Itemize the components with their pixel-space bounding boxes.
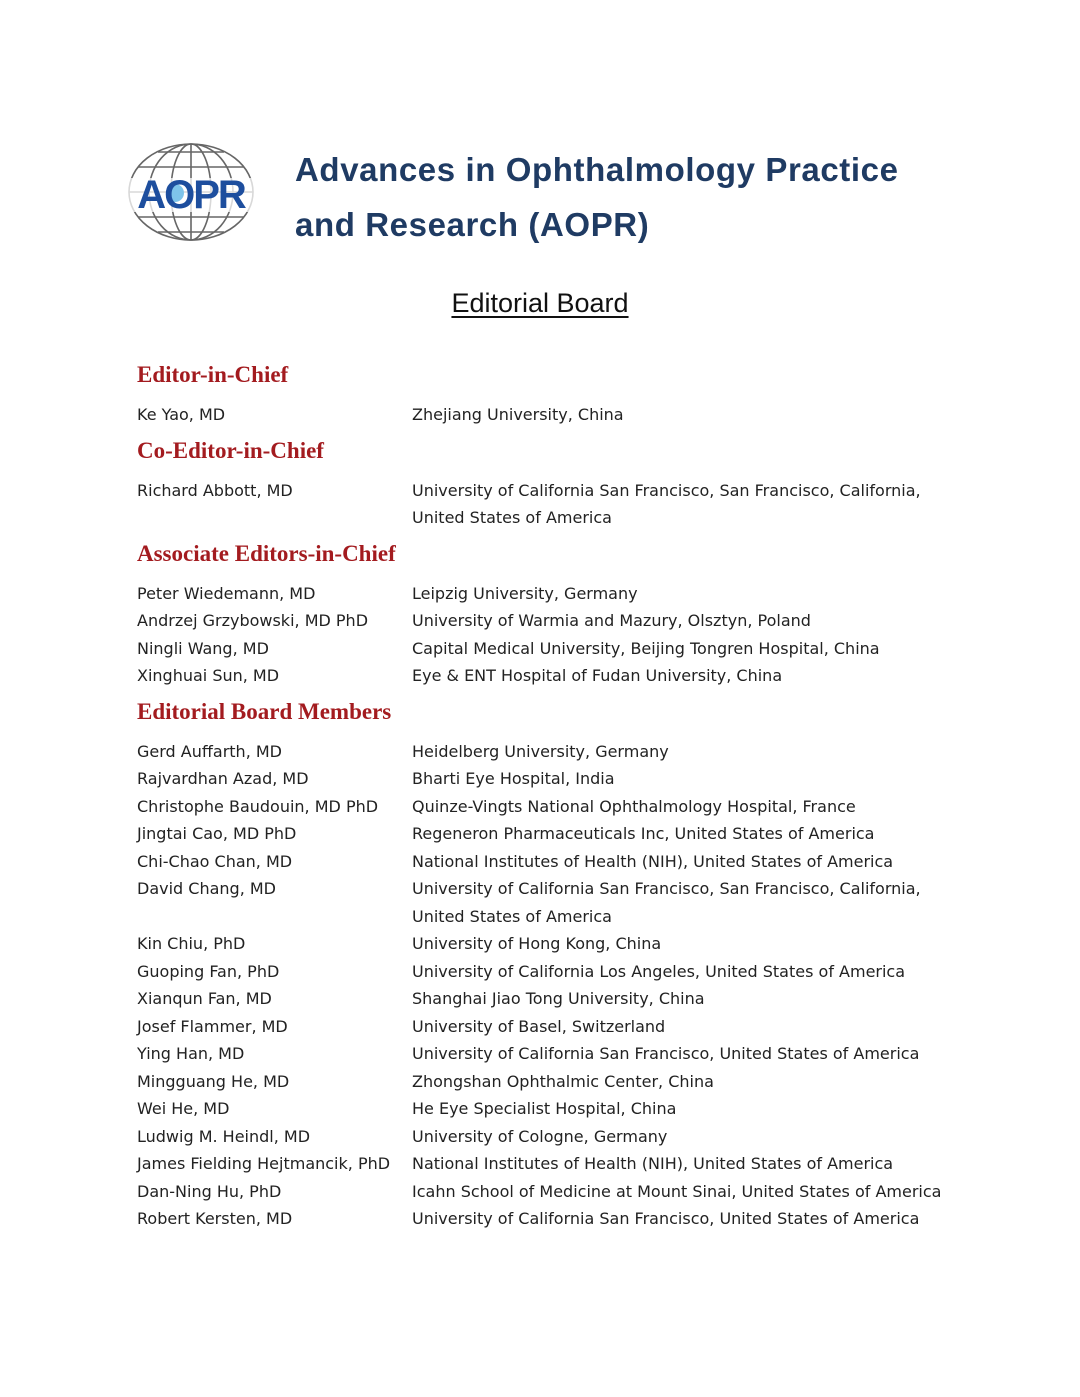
member-row xyxy=(137,1150,967,1178)
member-row xyxy=(137,985,967,1013)
member-row xyxy=(137,635,967,663)
member-row xyxy=(137,607,967,635)
member-affiliation: University of California Los Angeles, United States of America xyxy=(412,961,906,981)
member-list xyxy=(137,738,967,1233)
member-list xyxy=(137,580,967,690)
member-affiliation: University of Hong Kong, China xyxy=(412,934,662,953)
member-row xyxy=(137,1123,967,1151)
logo-text: AOPR xyxy=(137,173,245,217)
member-list xyxy=(137,477,967,532)
member-affiliation: University of Basel, Switzerland xyxy=(412,1016,666,1036)
member-name: Josef Flammer, MD xyxy=(137,1016,288,1036)
member-affiliation: National Institutes of Health (NIH), United States of America xyxy=(412,1154,894,1173)
member-name: Wei He, MD xyxy=(137,1099,230,1118)
member-affiliation: Shanghai Jiao Tong University, China xyxy=(412,989,705,1008)
member-row xyxy=(137,738,967,766)
section-heading: Editorial Board Members xyxy=(137,698,392,724)
member-name: Gerd Auffarth, MD xyxy=(137,741,282,761)
member-row xyxy=(137,1068,967,1096)
member-affiliation: University of California San Francisco, United States of America xyxy=(412,1044,920,1063)
section-heading: Co-Editor-in-Chief xyxy=(137,437,324,463)
member-row xyxy=(137,765,967,793)
member-affiliation: He Eye Specialist Hospital, China xyxy=(412,1099,677,1118)
member-name: Chi-Chao Chan, MD xyxy=(137,851,293,871)
member-affiliation: University of Cologne, Germany xyxy=(412,1126,668,1146)
member-affiliation: Heidelberg University, Germany xyxy=(412,741,669,761)
member-affiliation: University of Warmia and Mazury, Olsztyn, Poland xyxy=(412,611,811,630)
member-name: David Chang, MD xyxy=(137,879,276,898)
member-row xyxy=(137,1095,967,1123)
member-name: Robert Kersten, MD xyxy=(137,1209,293,1228)
journal-title-line2: and Research (AOPR) xyxy=(295,206,650,243)
editorial-board-list xyxy=(137,360,967,1240)
member-row xyxy=(137,930,967,958)
member-row xyxy=(137,580,967,608)
member-affiliation: Icahn School of Medicine at Mount Sinai, United States of America xyxy=(412,1181,942,1201)
member-name: Ying Han, MD xyxy=(137,1044,245,1063)
member-row xyxy=(137,477,967,532)
member-name: Jingtai Cao, MD PhD xyxy=(137,824,297,843)
member-affiliation: National Institutes of Health (NIH), United States of America xyxy=(412,851,894,871)
page-title-text: Editorial Board xyxy=(451,288,629,318)
member-affiliation: Eye & ENT Hospital of Fudan University, China xyxy=(412,666,783,685)
member-affiliation: Quinze-Vingts National Ophthalmology Hospital, France xyxy=(412,796,856,816)
member-row xyxy=(137,662,967,690)
member-row xyxy=(137,793,967,821)
member-affiliation: Regeneron Pharmaceuticals Inc, United States of America xyxy=(412,824,875,843)
member-name: Ke Yao, MD xyxy=(137,405,226,424)
member-affiliation: Bharti Eye Hospital, India xyxy=(412,769,615,788)
section-heading: Associate Editors-in-Chief xyxy=(137,540,396,566)
member-name: Xinghuai Sun, MD xyxy=(137,666,280,685)
member-list xyxy=(137,401,967,429)
member-row xyxy=(137,1013,967,1041)
member-row xyxy=(137,401,967,429)
member-row xyxy=(137,1205,967,1233)
member-name: Rajvardhan Azad, MD xyxy=(137,769,309,788)
member-name: Kin Chiu, PhD xyxy=(137,934,246,953)
member-name: Guoping Fan, PhD xyxy=(137,961,280,981)
member-name: Andrzej Grzybowski, MD PhD xyxy=(137,611,369,630)
member-name: Ningli Wang, MD xyxy=(137,638,269,658)
member-name: James Fielding Hejtmancik, PhD xyxy=(137,1154,391,1173)
globe-logo-icon xyxy=(124,140,258,244)
member-name: Richard Abbott, MD xyxy=(137,480,293,500)
section-heading: Editor-in-Chief xyxy=(137,362,289,387)
page-title xyxy=(0,288,1080,319)
member-row xyxy=(137,958,967,986)
member-name: Christophe Baudouin, MD PhD xyxy=(137,796,379,816)
member-row xyxy=(137,848,967,876)
member-affiliation: University of California San Francisco, San Francisco, California, United States of America xyxy=(412,879,921,926)
member-affiliation: University of California San Francisco, San Francisco, California, United States of America xyxy=(412,480,921,527)
journal-title xyxy=(295,142,1055,252)
member-affiliation: Zhejiang University, China xyxy=(412,405,624,424)
member-row xyxy=(137,875,967,930)
member-affiliation: Leipzig University, Germany xyxy=(412,583,638,603)
member-row xyxy=(137,820,967,848)
member-name: Xianqun Fan, MD xyxy=(137,989,272,1008)
member-affiliation: University of California San Francisco, United States of America xyxy=(412,1209,920,1228)
member-row xyxy=(137,1178,967,1206)
journal-title-line1: Advances in Ophthalmology Practice xyxy=(295,151,899,188)
member-affiliation: Zhongshan Ophthalmic Center, China xyxy=(412,1071,714,1091)
member-name: Mingguang He, MD xyxy=(137,1071,290,1091)
member-row xyxy=(137,1040,967,1068)
member-name: Peter Wiedemann, MD xyxy=(137,583,316,603)
member-name: Ludwig M. Heindl, MD xyxy=(137,1126,311,1146)
member-name: Dan-Ning Hu, PhD xyxy=(137,1181,282,1201)
member-affiliation: Capital Medical University, Beijing Tongren Hospital, China xyxy=(412,638,880,658)
aopr-logo xyxy=(124,140,258,244)
